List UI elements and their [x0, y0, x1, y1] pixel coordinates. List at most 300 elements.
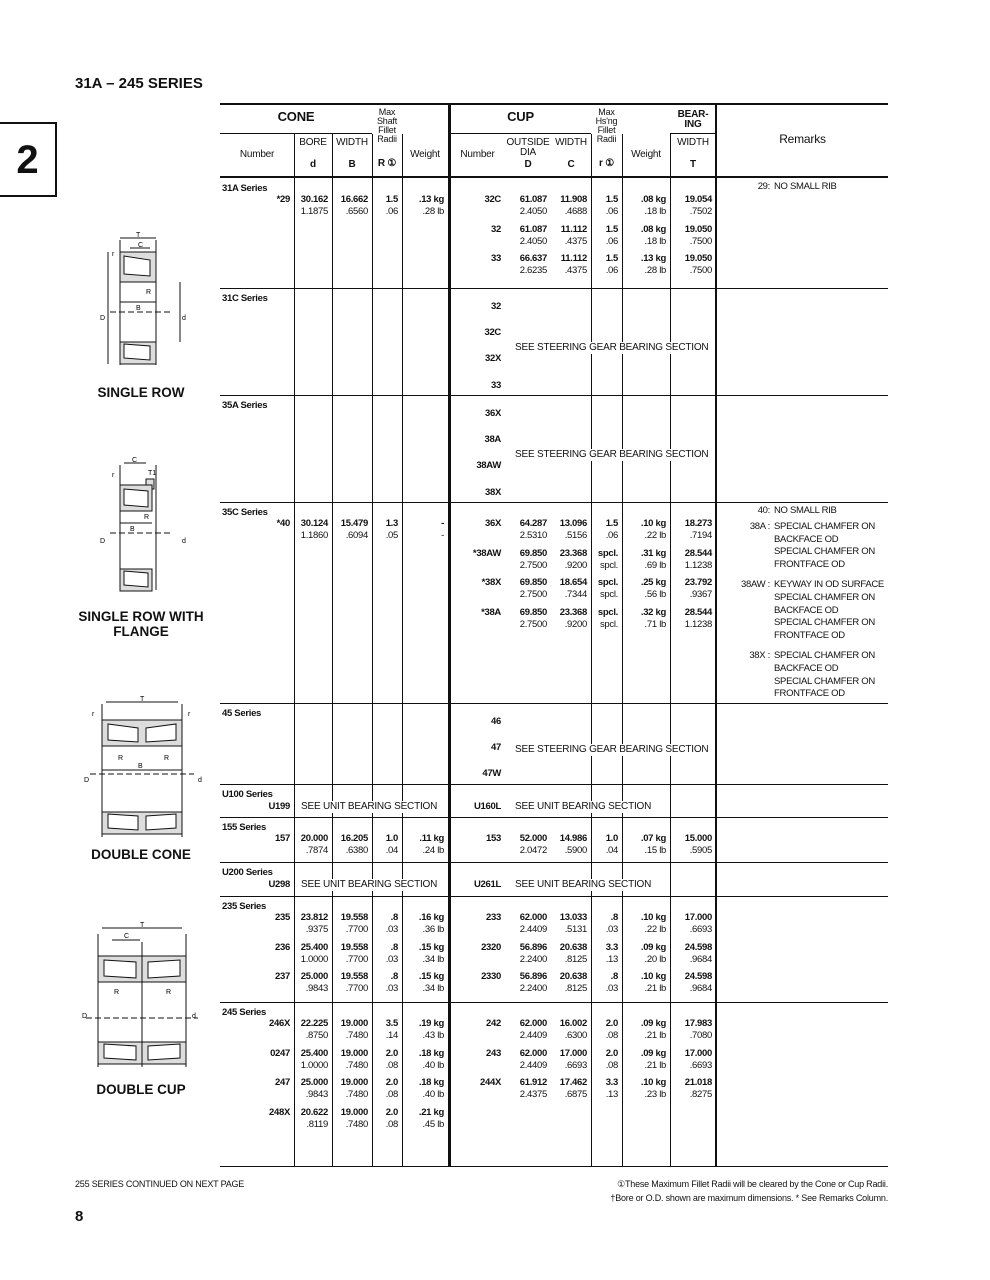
diagram-label: SINGLE ROW WITH FLANGE [78, 609, 204, 639]
shaft-fillet-radius [372, 194, 402, 218]
cone-bore [294, 1018, 332, 1042]
remark-text: SPECIAL CHAMFER ON [774, 650, 875, 661]
bearing-width-inch: .7080 [689, 1030, 712, 1041]
cone-width-metric: 19.558 [340, 912, 368, 923]
shaft-fillet-radius-metric: 2.0 [385, 1077, 398, 1089]
bore-symbol: d [310, 159, 316, 170]
svg-text:R: R [146, 289, 152, 296]
cone-width-inch: .6560 [345, 206, 368, 217]
cone-bore [294, 1048, 332, 1072]
series-label: 35A Series [222, 400, 268, 411]
unit-bearing-note: SEE UNIT BEARING SECTION [512, 879, 654, 891]
cone-weight-inch: .34 lb [422, 983, 444, 995]
cup-number: 244X [480, 1077, 501, 1089]
cup-number: 32C [484, 327, 501, 339]
svg-text:R: R [118, 755, 124, 762]
remark-text: BACKFACE OD [774, 533, 839, 545]
cup-weight [622, 912, 670, 936]
svg-text:D: D [100, 315, 106, 322]
od-header: OUTSIDE DIA [506, 137, 550, 158]
cone-width-inch: .6094 [345, 530, 368, 541]
cup-outside-dia-metric: 66.637 [519, 253, 547, 265]
cup-header-rule [450, 133, 591, 134]
cup-width [551, 518, 591, 542]
cup-weight-metric: .09 kg [640, 941, 666, 953]
cone-bore-metric: 25.400 [300, 941, 328, 953]
cup-weight [622, 194, 670, 218]
bearing-width-metric: 17.983 [684, 1018, 712, 1029]
shaft-fillet-radius [372, 1077, 402, 1101]
housing-fillet-radius-metric: .8 [610, 971, 618, 983]
cone-width-inch: .7480 [345, 1118, 368, 1130]
cone-width-header: WIDTH [336, 137, 368, 148]
bearing-width-metric: 19.050 [684, 253, 712, 265]
cone-number: 235 [275, 912, 290, 923]
cone-number: 247 [275, 1077, 290, 1089]
cone-width-symbol: B [348, 159, 356, 170]
shaft-fillet-radius-metric: .8 [390, 912, 398, 923]
housing-fillet-radius [591, 971, 622, 995]
cone-width [332, 912, 372, 936]
shaft-fillet-radius-metric: 2.0 [385, 1106, 398, 1118]
housing-fillet-radius-inch: .06 [605, 206, 618, 217]
housing-fillet-radius [591, 833, 622, 857]
cone-weight-metric: .21 kg [418, 1106, 444, 1118]
unit-bearing-note: SEE UNIT BEARING SECTION [298, 879, 440, 891]
r-symbol: r ① [598, 158, 615, 169]
bearing-width-inch: .7500 [689, 235, 712, 247]
remark-text: SPECIAL CHAMFER ON [774, 520, 875, 532]
remark-text: NO SMALL RIB [774, 505, 837, 516]
cup-outside-dia-inch: 2.5310 [519, 530, 547, 541]
section-rule [220, 862, 888, 863]
cup-weight-inch: .15 lb [644, 845, 666, 856]
cup-width-header: WIDTH [555, 137, 587, 148]
cup-weight-inch: .21 lb [644, 1059, 666, 1071]
cup-weight-metric: .10 kg [640, 1077, 666, 1089]
cup-width-inch: .5900 [564, 845, 587, 856]
svg-text:r: r [188, 711, 191, 718]
cone-width-inch: .7700 [345, 953, 368, 965]
cone-header-rule [220, 133, 372, 134]
bearing-width-metric: 17.000 [684, 1047, 712, 1059]
bearing-header-rule [670, 133, 716, 134]
cone-width-inch: .7480 [345, 1059, 368, 1071]
cup-width-inch: .8125 [564, 953, 587, 965]
housing-fillet-radius-inch: .06 [605, 235, 618, 247]
cone-weight-inch: .40 lb [422, 1059, 444, 1071]
cone-number: *29 [276, 194, 290, 205]
bore-header: BORE [299, 137, 327, 148]
cone-weight [402, 971, 448, 995]
bearing-width-metric: 23.792 [684, 577, 712, 589]
bearing-width [670, 1018, 716, 1042]
diagram-label: SINGLE ROW [97, 385, 185, 400]
bearing-width [670, 518, 716, 542]
bearing-width [670, 833, 716, 857]
cup-number: 33 [491, 253, 501, 265]
cup-outside-dia-inch: 2.7500 [519, 559, 547, 571]
cone-bore-inch: .8119 [306, 1118, 328, 1130]
cup-outside-dia [505, 942, 551, 966]
cone-bore-inch: 1.0000 [300, 1059, 328, 1071]
cone-bore-inch: .9843 [305, 1089, 328, 1101]
bearing-width [670, 607, 716, 631]
shaft-fillet-radius-inch: .08 [385, 1059, 398, 1071]
cone-width-metric: 16.662 [340, 194, 368, 205]
cup-width [551, 577, 591, 601]
cup-width-inch: .9200 [564, 618, 587, 630]
bearing-width [670, 971, 716, 995]
remark-text: SPECIAL CHAMFER ON [774, 546, 875, 558]
cone-header: CONE [277, 109, 315, 124]
cup-width-metric: 13.033 [559, 912, 587, 923]
shaft-fillet-radius [372, 1107, 402, 1131]
cup-number: 32X [484, 353, 501, 365]
housing-fillet-radius-metric: 2.0 [605, 1018, 618, 1029]
cone-bore [294, 1107, 332, 1131]
bearing-width [670, 548, 716, 572]
table-top-rule [220, 103, 888, 105]
remark-text: SPECIAL CHAMFER ON [774, 617, 875, 629]
cone-weight-metric: .15 kg [418, 971, 444, 983]
housing-fillet-radius-inch: .08 [605, 1030, 618, 1041]
bearing-width-metric: 28.544 [684, 606, 712, 618]
cone-weight [402, 1018, 448, 1042]
series-label: 235 Series [222, 901, 267, 912]
cup-outside-dia-inch: 2.4050 [519, 235, 547, 247]
cone-number: 237 [275, 971, 290, 983]
svg-text:R: R [164, 755, 170, 762]
cup-number: 36X [484, 518, 501, 529]
remark-key: 38A : [749, 520, 770, 532]
cup-width-metric: 11.908 [560, 194, 587, 205]
housing-fillet-radius-inch: .06 [605, 530, 618, 541]
cone-bore [294, 194, 332, 218]
cup-weight-inch: .21 lb [644, 983, 666, 995]
bearing-width-metric: 24.598 [684, 941, 712, 953]
cup-outside-dia [505, 1018, 551, 1042]
cone-number: 246X [269, 1018, 290, 1029]
cup-width-metric: 23.368 [559, 547, 587, 559]
bearing-width-metric: 17.000 [684, 912, 712, 923]
remarks-header: Remarks [779, 132, 826, 146]
section-rule [220, 817, 888, 818]
housing-fillet-radius-inch: spcl. [599, 618, 618, 630]
bearing-width [670, 577, 716, 601]
shaft-fillet-radius [372, 833, 402, 857]
cone-width-inch: .7700 [345, 983, 368, 995]
housing-fillet-radius [591, 577, 622, 601]
cup-outside-dia-metric: 69.850 [519, 547, 547, 559]
cup-outside-dia-metric: 56.896 [519, 971, 547, 983]
series-label: U200 Series [222, 867, 273, 878]
shaft-fillet-radius-inch: .08 [385, 1089, 398, 1101]
section-rule [220, 395, 888, 396]
cup-outside-dia [505, 253, 551, 277]
cup-weight-inch: .28 lb [644, 265, 666, 277]
table-bottom-rule [220, 1166, 888, 1167]
shaft-fillet-radius-inch: .03 [385, 924, 398, 935]
diagram-label: DOUBLE CONE [91, 847, 191, 862]
cup-width-metric: 17.000 [559, 1047, 587, 1059]
cone-weight [402, 194, 448, 218]
remark-key: 38X : [749, 650, 770, 661]
cone-weight-metric: - [441, 518, 444, 529]
cone-weight-header: Weight [410, 149, 440, 160]
bearing-width [670, 1048, 716, 1072]
housing-fillet-radius-inch: .13 [605, 953, 618, 965]
series-label: 35C Series [222, 507, 268, 518]
svg-text:r: r [112, 251, 115, 258]
bearing-width-inch: .6693 [689, 1059, 712, 1071]
cup-number: 153 [486, 833, 501, 844]
cup-width [551, 912, 591, 936]
housing-fillet-radius-inch: .03 [605, 983, 618, 995]
od-symbol: D [524, 159, 532, 170]
housing-fillet-radius-metric: spcl. [597, 606, 618, 618]
cone-bore [294, 833, 332, 857]
bearing-width-inch: .8275 [689, 1089, 712, 1101]
svg-text:B: B [138, 763, 143, 770]
cone-weight [402, 833, 448, 857]
cup-width-metric: 20.638 [559, 941, 587, 953]
cup-outside-dia-inch: 2.7500 [519, 618, 547, 630]
bearing-width-metric: 19.050 [684, 223, 712, 235]
cup-weight-metric: .08 kg [640, 223, 666, 235]
cup-number: 32 [491, 223, 501, 235]
bearing-width-inch: .6693 [689, 924, 712, 935]
cup-number: 233 [486, 912, 501, 923]
cup-width-metric: 20.638 [559, 971, 587, 983]
housing-fillet-radius-metric: 1.0 [605, 833, 618, 844]
cone-width-metric: 19.558 [340, 971, 368, 983]
cup-outside-dia [505, 548, 551, 572]
bearing-width-metric: 18.273 [684, 518, 712, 529]
cone-width [332, 971, 372, 995]
remark-text: FRONTFACE OD [774, 559, 845, 571]
bearing-width [670, 253, 716, 277]
remark-text: BACKFACE OD [774, 604, 839, 616]
svg-text:d: d [182, 315, 186, 322]
cup-weight-metric: .08 kg [640, 194, 666, 205]
cup-weight [622, 833, 670, 857]
bearing-width-metric: 19.054 [684, 194, 712, 205]
housing-fillet-radius-metric: 1.5 [605, 518, 618, 529]
cup-width-metric: 11.112 [560, 253, 587, 265]
series-label: 31A Series [222, 183, 268, 194]
cup-number-header: Number [460, 149, 495, 160]
footnote-fillet: ①These Maximum Fillet Radii will be cleared by the Cone or Cup Radii. [617, 1179, 888, 1189]
remark-text: NO SMALL RIB [774, 181, 837, 192]
cone-bore [294, 518, 332, 542]
cup-weight-inch: .23 lb [644, 1089, 666, 1101]
cup-width-inch: .4375 [564, 235, 587, 247]
shaft-fillet-radius-inch: .03 [385, 953, 398, 965]
cup-number: 243 [486, 1047, 501, 1059]
cone-bore-metric: 30.162 [300, 194, 328, 205]
housing-fillet-radius [591, 224, 622, 248]
bearing-width-inch: .9684 [689, 953, 712, 965]
cone-number-header: Number [239, 149, 275, 160]
steering-gear-note: SEE STEERING GEAR BEARING SECTION [512, 342, 711, 354]
cup-number: 33 [491, 379, 501, 391]
cup-weight [622, 518, 670, 542]
cup-weight-metric: .25 kg [640, 577, 666, 589]
cup-width-metric: 16.002 [559, 1018, 587, 1029]
svg-text:d: d [192, 1013, 196, 1020]
housing-fillet-radius-metric: 2.0 [605, 1047, 618, 1059]
bearing-width [670, 1077, 716, 1101]
diagram-label: DOUBLE CUP [96, 1082, 186, 1097]
housing-fillet-radius-inch: .03 [605, 924, 618, 935]
cone-weight [402, 1048, 448, 1072]
cone-number: U298 [268, 879, 290, 890]
steering-gear-note: SEE STEERING GEAR BEARING SECTION [512, 449, 711, 461]
housing-fillet-radius [591, 1048, 622, 1072]
svg-text:C: C [124, 933, 130, 940]
page-number: 8 [75, 1208, 84, 1225]
cone-weight-metric: .13 kg [418, 194, 444, 205]
housing-fillet-radius-inch: .08 [605, 1059, 618, 1071]
cone-width [332, 1048, 372, 1072]
cup-weight-metric: .09 kg [640, 1018, 666, 1029]
svg-text:D: D [100, 538, 106, 545]
cup-outside-dia-metric: 62.000 [519, 1018, 547, 1029]
cup-weight [622, 1018, 670, 1042]
cup-width [551, 1048, 591, 1072]
housing-fillet-radius-inch: spcl. [599, 589, 618, 601]
cup-weight [622, 253, 670, 277]
cup-width-metric: 13.096 [559, 518, 587, 529]
bearing-width-metric: 21.018 [684, 1077, 712, 1089]
shaft-fillet-radius-inch: .05 [385, 530, 398, 541]
shaft-fillet-radius [372, 1018, 402, 1042]
cone-bore-metric: 25.000 [300, 971, 328, 983]
remark-key: 29: [757, 181, 770, 192]
max-hsng-fillet-header: Max Hs'ng Fillet Radii [595, 107, 618, 144]
shaft-fillet-radius [372, 942, 402, 966]
cup-number: U160L [473, 801, 501, 812]
cup-outside-dia [505, 518, 551, 542]
cup-outside-dia-metric: 52.000 [519, 833, 547, 844]
cup-weight [622, 607, 670, 631]
cup-number: 2330 [481, 971, 501, 983]
cup-outside-dia-inch: 2.4375 [519, 1089, 547, 1101]
cone-bore-metric: 25.000 [300, 1077, 328, 1089]
cup-width-inch: .6875 [564, 1089, 587, 1101]
svg-text:T: T [140, 696, 145, 703]
bearing-width-header: WIDTH [677, 137, 709, 148]
housing-fillet-radius-metric: 1.5 [605, 223, 618, 235]
cone-weight-inch: .45 lb [422, 1118, 444, 1130]
cup-width-metric: 18.654 [559, 577, 587, 589]
cup-number: 32 [491, 301, 501, 312]
remark-text: FRONTFACE OD [774, 688, 845, 700]
svg-text:r: r [112, 472, 115, 479]
cone-number: *40 [276, 518, 290, 529]
cone-weight [402, 942, 448, 966]
cone-weight-inch: .28 lb [422, 206, 444, 217]
housing-fillet-radius [591, 942, 622, 966]
housing-fillet-radius [591, 194, 622, 218]
cone-number: 0247 [270, 1047, 290, 1059]
housing-fillet-radius-metric: spcl. [597, 547, 618, 559]
single-row-bearing-diagram [90, 230, 200, 375]
cup-outside-dia-metric: 64.287 [519, 518, 547, 529]
cone-weight-metric: .18 kg [418, 1047, 444, 1059]
cone-weight-metric: .11 kg [419, 833, 444, 844]
cup-outside-dia-metric: 61.087 [519, 223, 547, 235]
cone-number: 236 [275, 941, 290, 953]
svg-text:r: r [92, 711, 95, 718]
cup-width-inch: .8125 [564, 983, 587, 995]
cone-number: 248X [269, 1106, 290, 1118]
cup-outside-dia-metric: 56.896 [519, 941, 547, 953]
cup-number: *38AW [472, 547, 501, 559]
cone-weight-metric: .16 kg [418, 912, 444, 923]
steering-gear-note: SEE STEERING GEAR BEARING SECTION [512, 744, 711, 756]
cup-width [551, 1018, 591, 1042]
shaft-fillet-radius-metric: 1.3 [385, 518, 398, 529]
cup-weight-inch: .18 lb [644, 206, 666, 217]
housing-fillet-radius-metric: 3.3 [605, 1077, 618, 1089]
cup-width [551, 1077, 591, 1101]
cup-outside-dia [505, 1077, 551, 1101]
section-rule [220, 1002, 888, 1003]
cup-weight-inch: .22 lb [644, 924, 666, 935]
cup-width [551, 548, 591, 572]
shaft-fillet-radius-inch: .06 [385, 206, 398, 217]
cone-bore-metric: 30.124 [300, 518, 328, 529]
cup-outside-dia [505, 607, 551, 631]
cup-weight-metric: .10 kg [640, 971, 666, 983]
cup-weight [622, 971, 670, 995]
cone-number: 157 [275, 833, 290, 844]
cup-width-metric: 11.112 [560, 223, 587, 235]
cone-bore-metric: 20.622 [300, 1106, 328, 1118]
housing-fillet-radius-inch: .04 [605, 845, 618, 856]
cone-bore-metric: 22.225 [300, 1018, 328, 1029]
cup-number: 242 [486, 1018, 501, 1029]
cup-weight [622, 577, 670, 601]
cone-weight [402, 518, 448, 542]
cup-width-inch: .6693 [564, 1059, 587, 1071]
housing-fillet-radius [591, 1018, 622, 1042]
shaft-fillet-radius-metric: 2.0 [385, 1047, 398, 1059]
cup-outside-dia [505, 833, 551, 857]
cone-width-metric: 19.000 [340, 1047, 368, 1059]
cone-width [332, 942, 372, 966]
cone-weight [402, 912, 448, 936]
series-label: U100 Series [222, 789, 273, 800]
cup-number: 38X [484, 486, 501, 498]
shaft-fillet-radius-inch: .08 [385, 1118, 398, 1130]
housing-fillet-radius-inch: .13 [605, 1089, 618, 1101]
bearing-width-metric: 15.000 [684, 833, 712, 844]
cone-bore-inch: .9375 [305, 924, 328, 935]
cone-width [332, 833, 372, 857]
cup-width [551, 224, 591, 248]
housing-fillet-radius-metric: .8 [610, 912, 618, 923]
housing-fillet-radius-metric: 3.3 [605, 941, 618, 953]
double-cup-bearing-diagram [78, 922, 208, 1072]
section-rule [220, 502, 888, 503]
cup-width [551, 253, 591, 277]
cup-outside-dia-inch: 2.7500 [519, 589, 547, 601]
cup-number: 32C [484, 194, 501, 205]
single-row-flange-bearing-diagram [90, 455, 200, 600]
